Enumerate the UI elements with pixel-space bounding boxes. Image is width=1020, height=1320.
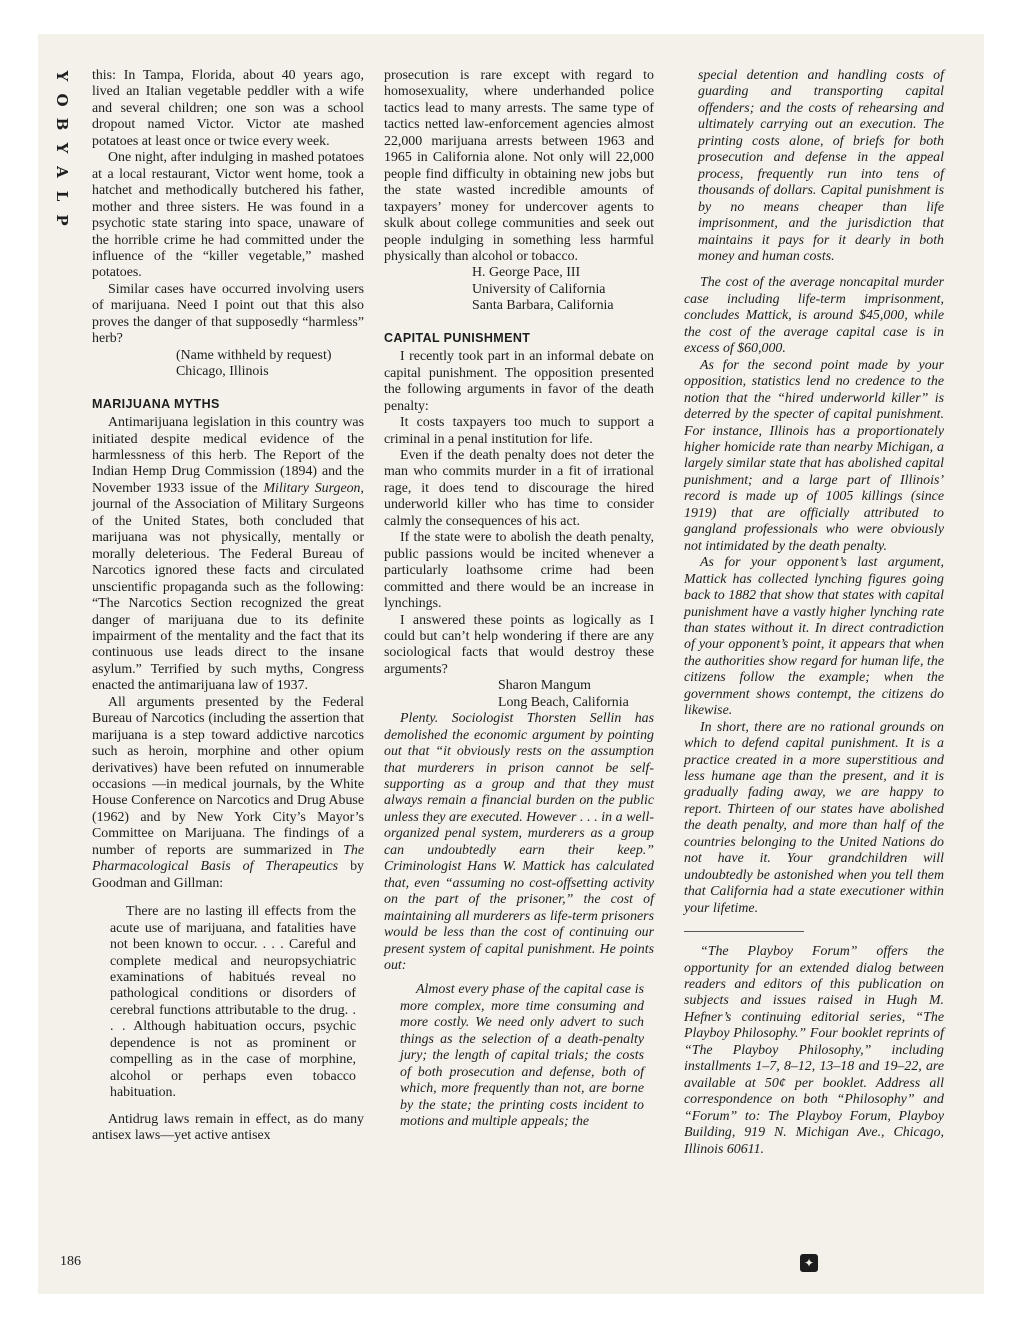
- block-quote: Almost every phase of the capital case is more complex, more time consuming and more costly. We need only advert to such things as the selection of a death-penalty jury; the length of capital trials; the costs of both prosecution and defense, both of which, more frequently than not, are borne by the state; the printing costs incident to motions and multiple appeals; the: [400, 982, 644, 1130]
- section-heading: CAPITAL PUNISHMENT: [384, 330, 531, 345]
- masthead-letter: O: [53, 93, 71, 107]
- masthead-letter: Y: [53, 70, 71, 82]
- signature-place: Santa Barbara, California: [472, 298, 614, 314]
- editor-reply: In short, there are no rational grounds on which to defend capital punishment. It is a practice created in a more superstitious and less humane age than the present, and it is gradually fading away, we are happy to report. Thirteen of our states have abolished the death penalty, and more than half of the countries belonging to the United Nations do not have it. Your grandchildren will undoubtedly be astonished when you tell them that California had a state executioner within your lifetime.: [684, 719, 944, 916]
- editor-reply: As for your opponent’s last argument, Mattick has collected lynching figures going back to 1882 that show that states with capital punishment have a vastly higher lynching rate than states without it. In direct contradiction of your opponent’s point, it appears that when the authorities show regard for human life, the citizens follow the example; when the government shows contempt, the citizens do likewise.: [684, 555, 944, 719]
- divider: [684, 931, 804, 932]
- masthead-letter: A: [53, 166, 71, 178]
- column-2: [384, 68, 654, 1131]
- signature-name: H. George Pace, III: [472, 265, 581, 281]
- masthead-vertical: [52, 64, 72, 232]
- body-paragraph: this: In Tampa, Florida, about 40 years ago, lived an Italian vegetable peddler with a wife and several children; one son was a school dropout named Victor. Victor ate mashed potatoes at least once or twice every week.: [92, 68, 364, 149]
- masthead-letter: Y: [53, 142, 71, 154]
- body-paragraph: Antidrug laws remain in effect, as do many antisex laws—yet active antisex: [92, 1111, 364, 1144]
- body-paragraph: Even if the death penalty does not deter the man who commits murder in a fit of irrational rage, it does tend to discourage the hired underworld killer who has time to consider calmly the consequences of his act.: [384, 447, 654, 529]
- block-quote: There are no lasting ill effects from the acute use of marijuana, and fatalities have not been known to occur. . . . Careful and complete medical and neuropsychiatric examinations of habitués reveal no pathological conditions or disorders of cerebral functions attributable to the drug. . . . Although habituation occurs, psychic dependence is not as prominent or compelling as in the case of morphine, alcohol or perhaps even tobacco habituation.: [110, 904, 356, 1101]
- masthead-letter: P: [53, 214, 71, 226]
- editor-reply: As for the second point made by your opposition, statistics lend no credence to the notion that the “hired underworld killer” is deterred by the specter of capital punishment. For instance, Illinois has a proportionately higher homicide rate than nearby Michigan, a largely similar state that has abolished capital punishment; and a large part of Illinois’ record is made up of 1005 killings (since 1919) that are officially attributed to gangland professionals who were obviously not intimidated by the death penalty.: [684, 357, 944, 554]
- body-paragraph: One night, after indulging in mashed potatoes at a local restaurant, Victor went home, took a hatchet and methodically butchered his father, mother and three sisters. He was found in a psychotic state staring into space, unaware of the horrible crime he had committed under the influence of the “killer vegetable,” mashed potatoes.: [92, 150, 364, 281]
- signature-school: University of California: [472, 281, 606, 297]
- column-3: [684, 68, 944, 1158]
- section-heading: MARIJUANA MYTHS: [92, 396, 220, 411]
- signature-name: (Name withheld by request): [176, 347, 332, 363]
- signature-place: Chicago, Illinois: [176, 364, 269, 380]
- body-paragraph: Similar cases have occurred involving users of marijuana. Need I point out that this also proves the danger of that supposedly “harmless” herb?: [92, 281, 364, 347]
- signature-place: Long Beach, California: [498, 694, 629, 710]
- body-paragraph: I recently took part in an informal debate on capital punishment. The opposition presented the following arguments in favor of the death penalty:: [384, 349, 654, 414]
- signature-name: Sharon Mangum: [498, 678, 591, 694]
- body-paragraph: prosecution is rare except with regard to homosexuality, where underhanded police tactics lead to many arrests. The same type of tactics netted law-enforcement agencies almost 22,000 marijuana arrests between 1963 and 1965 in California alone. Not only will 22,000 people find difficulty in obtaining new jobs but the state wasted incredible amounts of taxpayers’ money for undercover agents to skulk about college communities and seek out people indulging in something less harmful physically than alcohol or tobacco.: [384, 68, 654, 264]
- rabbit-logo-icon: ✦: [800, 1254, 818, 1272]
- forum-note: “The Playboy Forum” offers the opportunity for an extended dialog between readers and editors of this publication on subjects and issues raised in Hugh M. Hefner’s continuing editorial series, “The Playboy Philosophy.” Four booklet reprints of “The Playboy Philosophy,” including installments 1–7, 8–12, 13–18 and 19–22, are available at 50¢ per booklet. Address all correspondence on both “Philosophy” and “Forum” to: The Playboy Forum, Playboy Building, 919 N. Michigan Ave., Chicago, Illinois 60611.: [684, 944, 944, 1157]
- masthead-letter: L: [53, 190, 71, 202]
- page-number: 186: [60, 1254, 81, 1269]
- editor-reply: The cost of the average noncapital murder case including life-term imprisonment, concludes Mattick, is around $45,000, while the cost of the average capital case is in excess of $60,000.: [684, 275, 944, 357]
- block-quote-continued: special detention and handling costs of guarding and transporting capital offenders; and the costs of rehearsing and ultimately carrying out an execution. The printing costs alone, of briefs for both prosecution and defense in the appeal process, frequently run into tens of thousands of dollars. Capital punishment is by no means cheaper than life imprisonment, and the jurisdiction that maintains it pays for it dearly in both money and human costs.: [698, 68, 944, 264]
- body-paragraph: It costs taxpayers too much to support a criminal in a penal institution for life.: [384, 415, 654, 447]
- body-paragraph: If the state were to abolish the death penalty, public passions would be incited whenever a particularly loathsome crime had been committed and there would be an increase in lynchings.: [384, 530, 654, 612]
- editor-reply: Plenty. Sociologist Thorsten Sellin has demolished the economic argument by pointing out that “it obviously rests on the assumption that murderers in prison cannot be self-supporting as a group and that they must always remain a financial burden on the public unless they are executed. However . . . in a well-organized penal system, murderers as a group can undoubtedly earn their keep.” Criminologist Hans W. Mattick has calculated that, even “assuming no cost-offsetting activity on the part of the prisoner,” the cost of maintaining all murderers as life-term prisoners would be less than the cost of continuing our present system of capital punishment. He points out:: [384, 711, 654, 974]
- body-paragraph: I answered these points as logically as I could but can’t help wondering if there are any sociological facts that would destroy these arguments?: [384, 612, 654, 677]
- column-1: [92, 68, 364, 1145]
- body-paragraph: All arguments presented by the Federal Bureau of Narcotics (including the assertion that marijuana is a step toward addictive narcotics such as heroin, morphine and other opium derivatives) have been refuted on innumerable occasions —in medical journals, by the White House Conference on Narcotics and Drug Abuse (1962) and by New York City’s Mayor’s Committee on Marijuana. The findings of a number of reports are summarized in The Pharmacological Basis of Therapeutics by Goodman and Gillman:: [92, 694, 364, 891]
- body-paragraph: Antimarijuana legislation in this country was initiated despite medical evidence of the harmlessness of this herb. The Report of the Indian Hemp Drug Commission (1894) and the November 1933 issue of the Military Surgeon, journal of the Association of Military Surgeons of the United States, both concluded that marijuana was not physically, mentally or morally deleterious. The Federal Bureau of Narcotics ignored these facts and circulated unscientific propaganda such as the following: “The Narcotics Section recognized the great danger of marijuana due to its definite impairment of the mentality and the fact that its continuous use leads direct to the insane asylum.” Terrified by such myths, Congress enacted the antimarijuana law of 1937.: [92, 415, 364, 694]
- masthead-letter: B: [53, 117, 71, 131]
